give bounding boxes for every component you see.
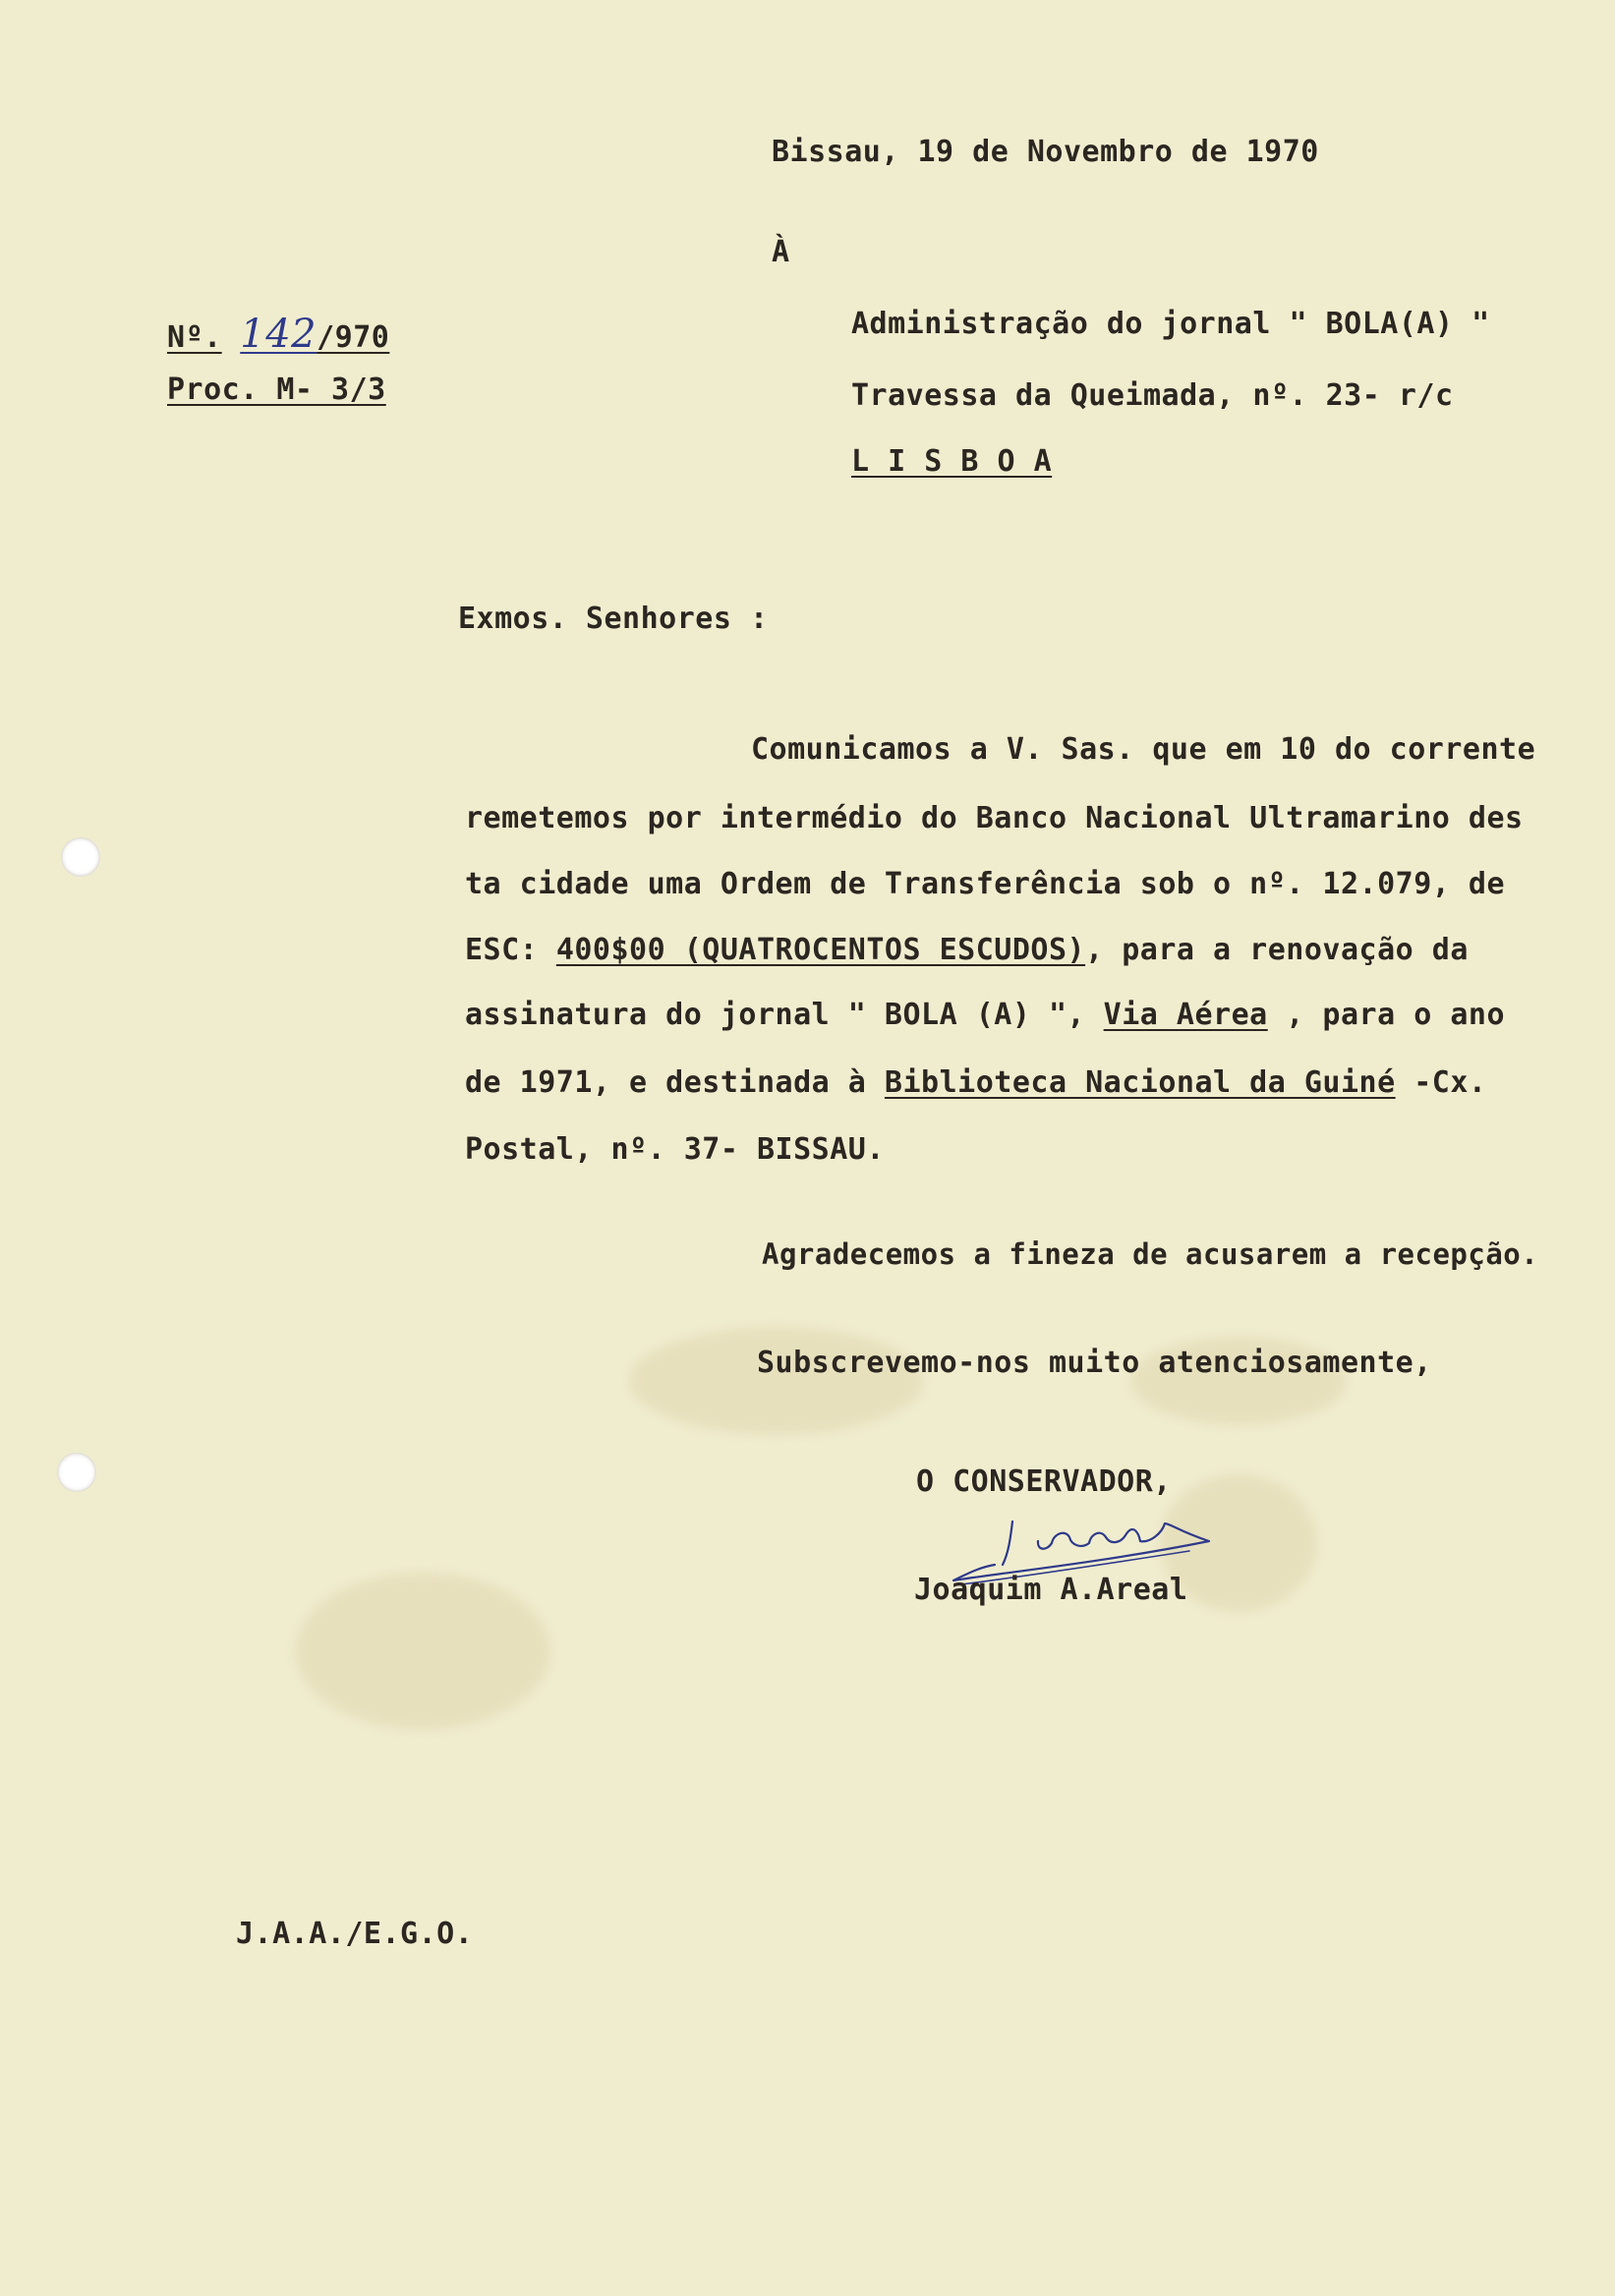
date-line: Bissau, 19 de Novembro de 1970: [772, 135, 1319, 169]
amount-text: 400$00 (QUATROCENTOS ESCUDOS): [555, 933, 1086, 967]
process-reference: Proc. M- 3/3: [167, 373, 386, 407]
reference-year: /970: [317, 320, 390, 355]
recipient-city: L I S B O A: [851, 444, 1053, 479]
body-line-1: Comunicamos a V. Sas. que em 10 do corrente: [751, 732, 1536, 767]
body-line-6-start: de 1971, e destinada à: [465, 1065, 885, 1100]
punch-hole: [61, 837, 100, 877]
recipient-line-1: Administração do jornal " BOLA(A) ": [851, 307, 1490, 341]
body-line-3: ta cidade uma Ordem de Transferência sob o nº. 12.079, de: [465, 867, 1506, 901]
signature-title: O CONSERVADOR,: [916, 1464, 1172, 1499]
paper-stain: [629, 1327, 924, 1435]
body-line-4-rest: , para a renovação da: [1085, 933, 1469, 967]
recipient-line-2: Travessa da Queimada, nº. 23- r/c: [851, 378, 1454, 413]
reference-label: Nº.: [167, 320, 222, 355]
body-line-5-rest: , para o ano: [1267, 998, 1506, 1032]
closing-regards: Subscrevemo-nos muito atenciosamente,: [757, 1346, 1432, 1380]
typist-initials: J.A.A./E.G.O.: [236, 1917, 474, 1951]
signature-name: Joaquim A.Areal: [914, 1573, 1188, 1607]
paper-stain: [295, 1573, 550, 1730]
body-line-6-rest: -Cx.: [1395, 1065, 1487, 1100]
body-line-2: remetemos por intermédio do Banco Nacional Ultramarino des: [465, 801, 1524, 835]
body-line-6: [465, 1065, 1487, 1100]
punch-hole: [57, 1453, 96, 1492]
body-line-5: [465, 998, 1506, 1032]
via-aerea-text: Via Aérea: [1103, 998, 1268, 1032]
prefix-a: À: [772, 235, 790, 269]
body-line-5-start: assinatura do jornal " BOLA (A) ",: [465, 998, 1104, 1032]
currency-label: ESC:: [465, 933, 556, 967]
body-line-7: Postal, nº. 37- BISSAU.: [465, 1132, 885, 1167]
library-name: Biblioteca Nacional da Guiné: [884, 1065, 1396, 1100]
reference-handwritten-number: 142: [240, 312, 317, 357]
closing-thanks: Agradecemos a fineza de acusarem a recepção.: [762, 1237, 1539, 1271]
body-line-4: [465, 933, 1469, 967]
salutation: Exmos. Senhores :: [458, 602, 769, 636]
reference-number: [167, 312, 390, 357]
